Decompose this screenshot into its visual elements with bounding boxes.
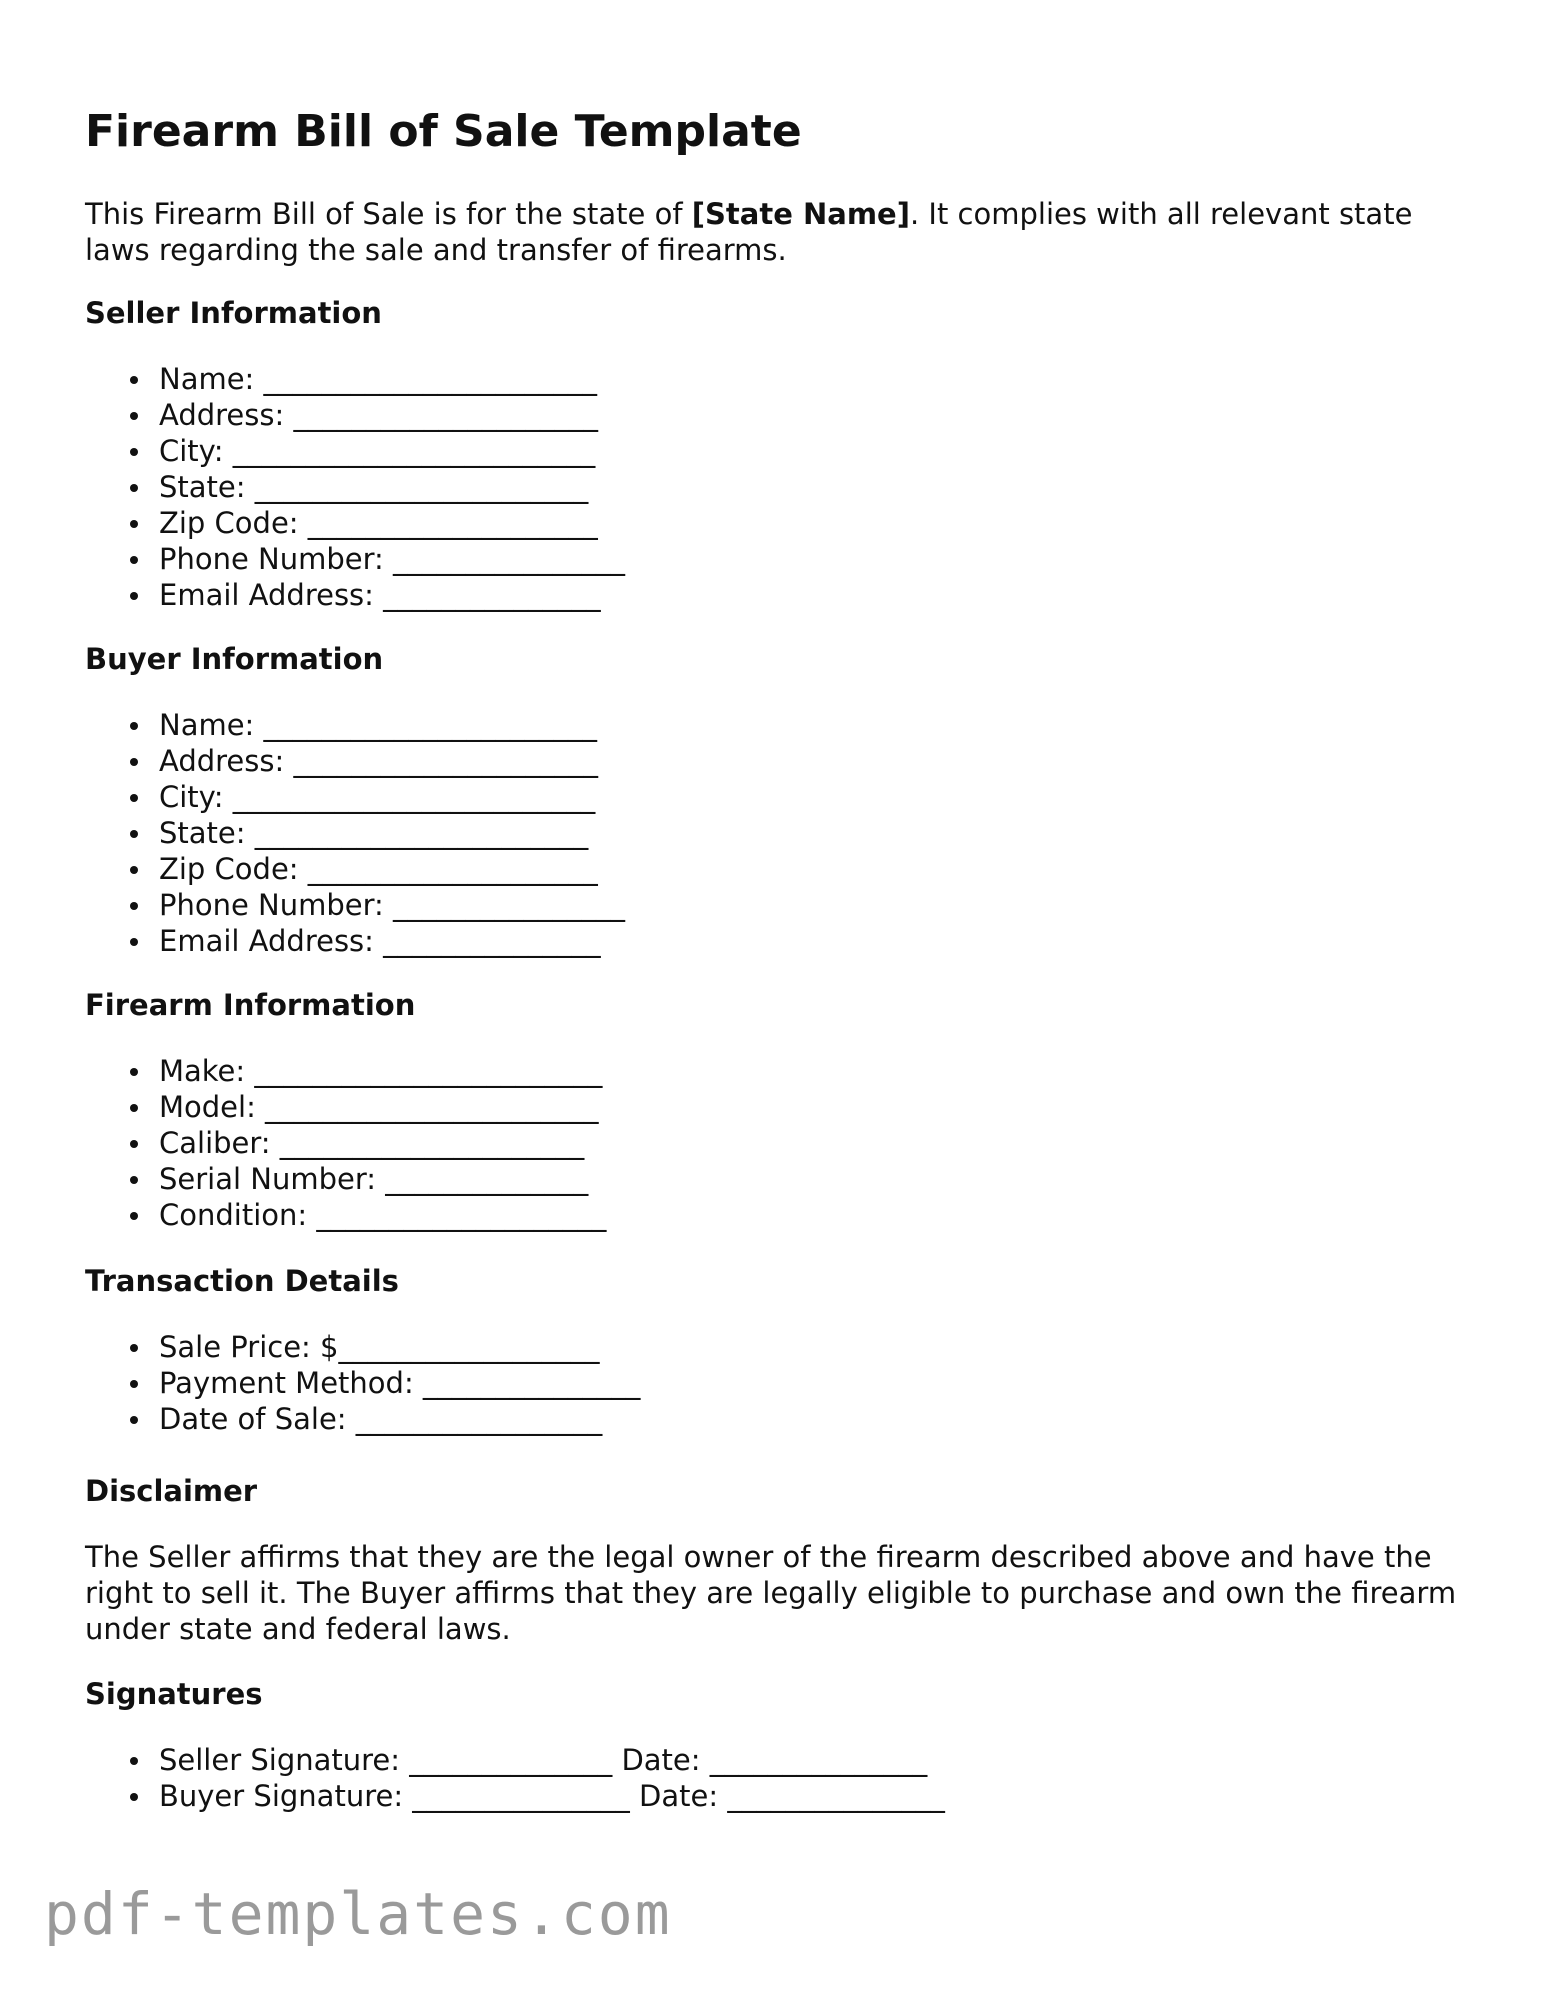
date-of-sale-field: Date of Sale: _________________ [85,1401,640,1437]
buyer-state-field: State: _______________________ [85,815,625,851]
seller-state-field: State: _______________________ [85,469,625,505]
intro-text-after: . It complies with all relevant state laws regarding the sale and transfer of firearms. [85,197,1413,267]
seller-heading: Seller Information [85,296,382,330]
buyer-zip-field: Zip Code: ____________________ [85,851,625,887]
seller-address-field: Address: _____________________ [85,397,625,433]
intro-text-before: This Firearm Bill of Sale is for the state of [85,197,692,231]
watermark-text: pdf-templates.com [44,1880,672,1948]
disclaimer-text: The Seller affirms that they are the legal owner of the firearm described above and have the right to sell it. The Buyer affirms that they are legally eligible to purchase and own the firearm under state and federal laws. [85,1540,1457,1646]
buyer-signature-field: Buyer Signature: _______________ Date: _______________ [85,1778,945,1814]
document-title: Firearm Bill of Sale Template [85,106,802,157]
seller-signature-field: Seller Signature: ______________ Date: _______________ [85,1742,945,1778]
buyer-name-field: Name: _______________________ [85,707,625,743]
payment-method-field: Payment Method: _______________ [85,1365,640,1401]
firearm-heading: Firearm Information [85,988,416,1022]
firearm-caliber-field: Caliber: _____________________ [85,1125,606,1161]
seller-fields-list [85,361,625,613]
intro-paragraph [85,196,1465,268]
buyer-phone-field: Phone Number: ________________ [85,887,625,923]
signatures-heading: Signatures [85,1677,263,1711]
transaction-heading: Transaction Details [85,1264,399,1298]
firearm-model-field: Model: _______________________ [85,1089,606,1125]
seller-name-field: Name: _______________________ [85,361,625,397]
buyer-address-field: Address: _____________________ [85,743,625,779]
firearm-make-field: Make: ________________________ [85,1053,606,1089]
buyer-city-field: City: _________________________ [85,779,625,815]
buyer-fields-list [85,707,625,959]
firearm-fields-list [85,1053,606,1233]
buyer-email-field: Email Address: _______________ [85,923,625,959]
transaction-fields-list [85,1329,640,1437]
seller-email-field: Email Address: _______________ [85,577,625,613]
firearm-serial-field: Serial Number: ______________ [85,1161,606,1197]
sale-price-field: Sale Price: $__________________ [85,1329,640,1365]
firearm-condition-field: Condition: ____________________ [85,1197,606,1233]
buyer-heading: Buyer Information [85,642,384,676]
disclaimer-heading: Disclaimer [85,1474,258,1508]
signatures-fields-list [85,1742,945,1814]
seller-city-field: City: _________________________ [85,433,625,469]
seller-zip-field: Zip Code: ____________________ [85,505,625,541]
seller-phone-field: Phone Number: ________________ [85,541,625,577]
intro-state-name: [State Name] [691,197,910,231]
